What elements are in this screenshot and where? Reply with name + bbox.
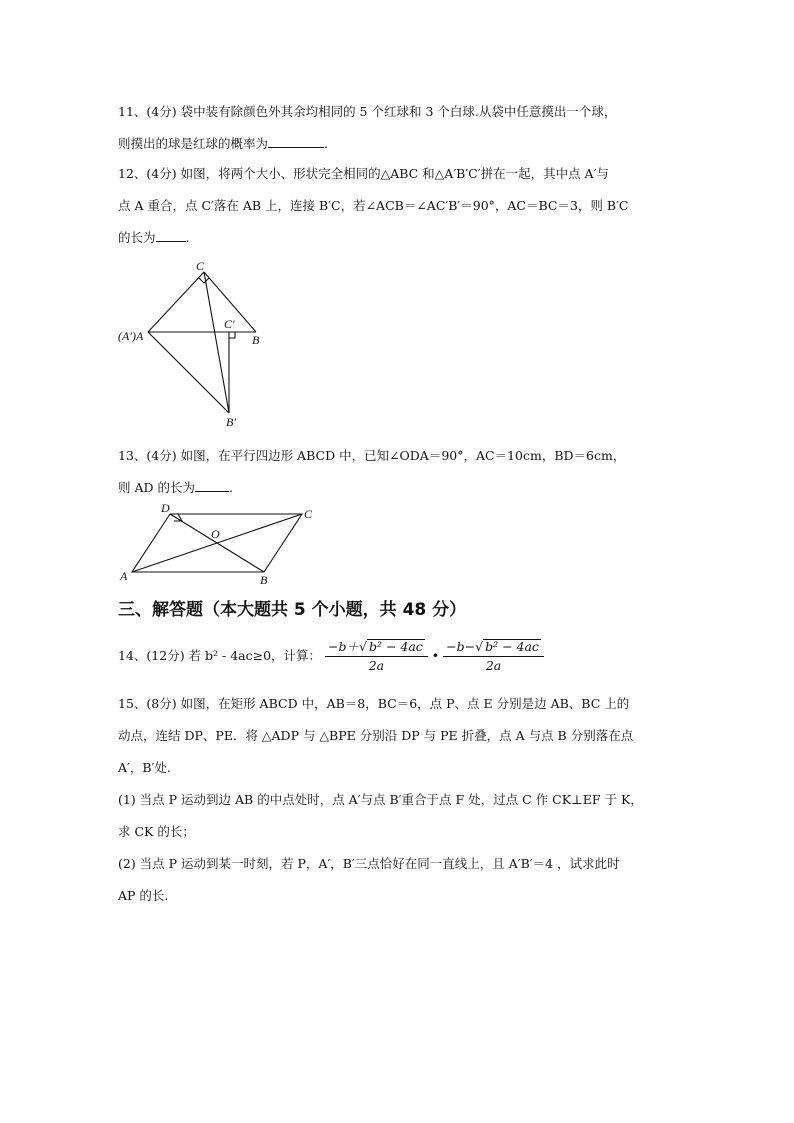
q11-line2: 则摸出的球是红球的概率为 . — [118, 128, 680, 160]
fraction-1: $\frac{\text{−b＋√ b² − 4ac}}{2a}$ — [325, 638, 428, 675]
q13-line1: 13、(4分) 如图，在平行四边形 ABCD 中，已知∠ODA＝90°，AC＝10cm，BD＝6cm， — [118, 448, 626, 463]
q13-line2: 则 AD 的长为 . — [118, 472, 680, 504]
diagonal-bd — [170, 514, 264, 572]
q14-prefix: 14、(12分) 若 b² - 4ac≥0，计算： — [118, 648, 322, 663]
label-a: A — [120, 569, 128, 583]
question-13 — [118, 440, 680, 504]
label-d: D — [161, 501, 170, 515]
label-c: C — [196, 259, 205, 273]
section-heading: 三、解答题（本大题共 5 个小题，共 48 分） — [118, 600, 467, 620]
question-15 — [118, 688, 680, 912]
q11-line1: 11、(4分) 袋中装有除颜色外其余均相同的 5 个红球和 3 个白球.从袋中任意摸出一个球， — [118, 104, 617, 119]
q15-part1-line1: (1) 当点 P 运动到边 AB 的中点处时，点 A′与点 B′重合于点 F 处，过点 C 作 CK⊥EF 于 K， — [118, 792, 643, 807]
q12-line2: 点 A 重合，点 C′落在 AB 上，连接 B′C，若∠ACB＝∠AC′B′＝90°，AC＝BC＝3，则 B′C — [118, 198, 629, 213]
question-11 — [118, 96, 680, 160]
question-14 — [118, 636, 680, 676]
q12-line1: 12、(4分) 如图，将两个大小、形状完全相同的△ABC 和△A′B′C′拼在一起，其中点 A′与 — [118, 166, 609, 181]
label-b-prime: B′ — [226, 415, 236, 429]
q12-line3: 的长为 . — [118, 222, 680, 254]
answer-blank — [268, 133, 324, 148]
q15-line3: A′，B′处. — [118, 760, 171, 775]
segment-ca — [148, 272, 204, 332]
right-angle-mark-c-prime — [229, 332, 235, 338]
fraction-2: $\frac{\text{−b−√ b² − 4ac}}{2a}$ — [443, 638, 544, 675]
q15-line1: 15、(8分) 如图，在矩形 ABCD 中，AB＝8，BC＝6，点 P、点 E 分别是边 AB、BC 上的 — [118, 696, 630, 711]
label-a: (A′)A — [118, 329, 144, 343]
question-12 — [118, 158, 680, 254]
right-angle-mark-c — [199, 278, 209, 283]
answer-blank — [156, 227, 186, 242]
q12-figure — [112, 256, 272, 432]
q15-line2: 动点，连结 DP、PE．将 △ADP 与 △BPE 分别沿 DP 与 PE 折叠，点 A 与点 B 分别落在点 — [118, 728, 634, 743]
q15-part2-line1: (2) 当点 P 运动到某一时刻，若 P，A′，B′三点恰好在同一直线上，且 A′B′＝4 ，试求此时 — [118, 856, 620, 871]
answer-blank — [195, 477, 229, 492]
q13-figure — [116, 500, 322, 586]
label-o: O — [211, 527, 220, 541]
label-c: C — [304, 507, 313, 521]
q15-part1-line2: 求 CK 的长； — [118, 824, 195, 839]
label-c-prime: C′ — [224, 317, 235, 331]
multiply-dot: • — [431, 648, 440, 663]
label-b: B — [260, 573, 268, 586]
q15-part2-line2: AP 的长. — [118, 888, 169, 903]
label-b: B — [252, 333, 260, 347]
